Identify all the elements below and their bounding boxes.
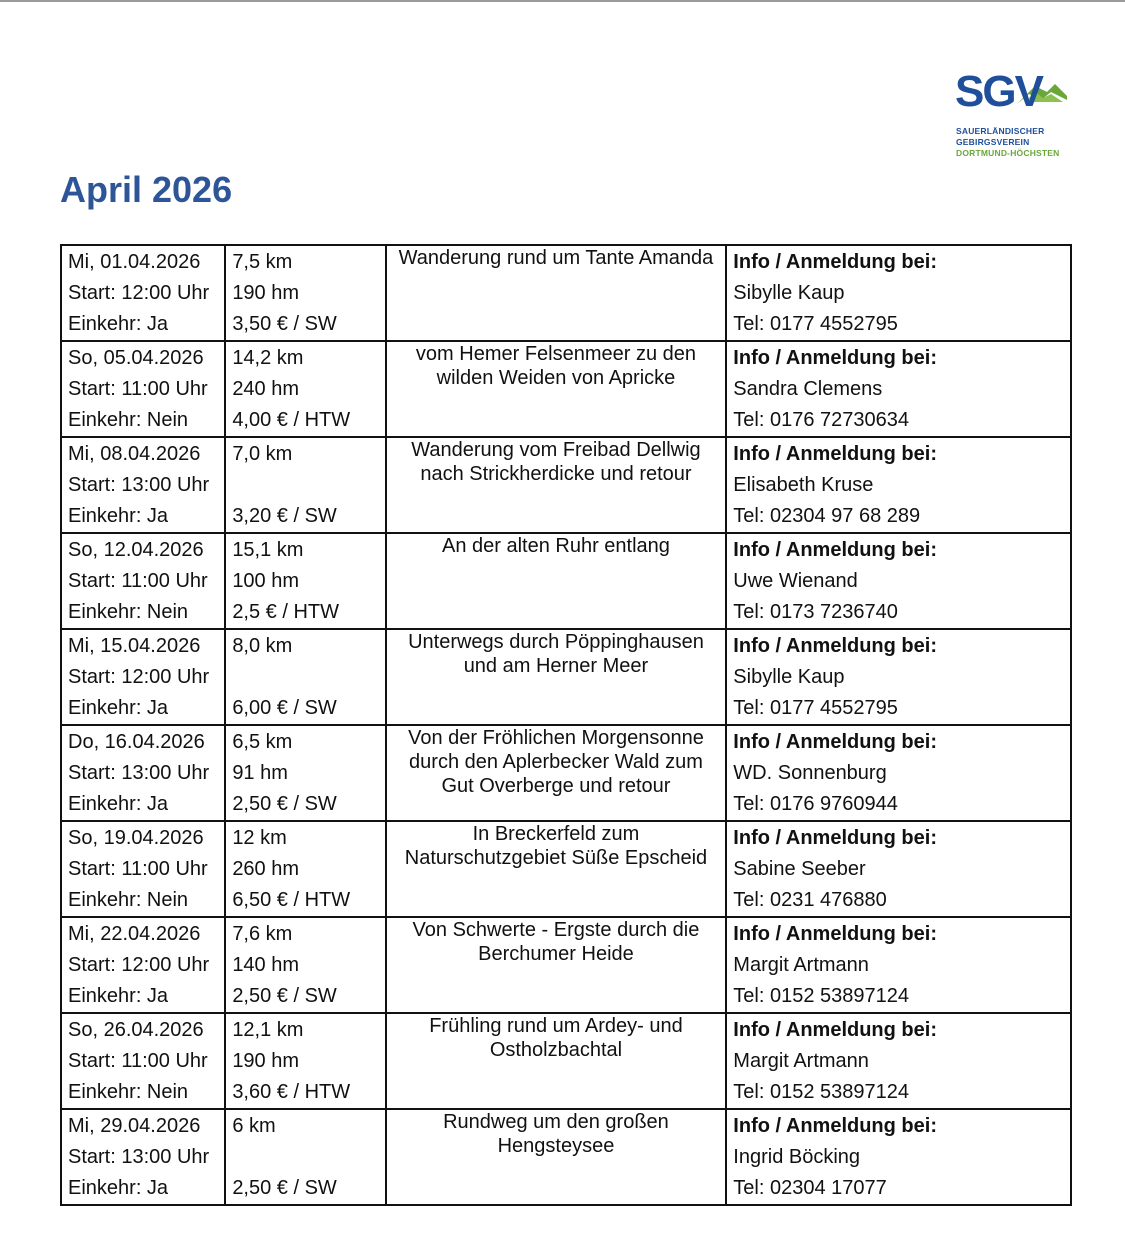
start-time: Start: 12:00 Uhr <box>68 282 210 304</box>
table-row <box>61 821 1071 917</box>
info-label: Info / Anmeldung bei: <box>733 251 937 273</box>
cost-text: 2,50 € / SW <box>232 985 337 1007</box>
date-cell <box>61 1013 225 1109</box>
title-cell <box>386 821 727 917</box>
contact-cell <box>726 437 1071 533</box>
distance-text: 12,1 km <box>232 1019 304 1041</box>
table-row <box>61 1013 1071 1109</box>
table-row <box>61 629 1071 725</box>
info-label: Info / Anmeldung bei: <box>733 443 937 465</box>
contact-phone: Tel: 0152 53897124 <box>733 985 910 1007</box>
sgv-logo <box>950 67 1070 164</box>
elevation-text <box>232 662 384 693</box>
hike-title: Wanderung vom Freibad Dellwig nach Strickherdicke und retour <box>411 439 701 485</box>
contact-phone: Tel: 0177 4552795 <box>733 697 898 719</box>
date-cell <box>61 1109 225 1205</box>
date-cell <box>61 821 225 917</box>
title-cell <box>386 629 727 725</box>
distance-cell <box>225 821 385 917</box>
contact-name: Ingrid Böcking <box>733 1146 861 1168</box>
distance-text: 7,0 km <box>232 443 293 465</box>
distance-cell <box>225 437 385 533</box>
date-text: So, 19.04.2026 <box>68 827 204 849</box>
distance-cell <box>225 1013 385 1109</box>
distance-text: 7,6 km <box>232 923 293 945</box>
date-cell <box>61 533 225 629</box>
contact-phone: Tel: 0176 9760944 <box>733 793 898 815</box>
cost-text: 2,50 € / SW <box>232 793 337 815</box>
einkehr-text: Einkehr: Ja <box>68 505 169 527</box>
table-row <box>61 725 1071 821</box>
elevation-text: 190 hm <box>232 282 300 304</box>
date-text: Do, 16.04.2026 <box>68 731 205 753</box>
start-time: Start: 13:00 Uhr <box>68 762 210 784</box>
contact-phone: Tel: 0177 4552795 <box>733 313 898 335</box>
distance-cell <box>225 629 385 725</box>
info-label: Info / Anmeldung bei: <box>733 347 937 369</box>
info-label: Info / Anmeldung bei: <box>733 1019 937 1041</box>
info-label: Info / Anmeldung bei: <box>733 827 937 849</box>
contact-phone: Tel: 0231 476880 <box>733 889 887 911</box>
table-row <box>61 245 1071 341</box>
einkehr-text: Einkehr: Ja <box>68 697 169 719</box>
contact-phone: Tel: 0173 7236740 <box>733 601 898 623</box>
distance-text: 8,0 km <box>232 635 293 657</box>
cost-text: 3,60 € / HTW <box>232 1081 351 1103</box>
logo-line-2: GEBIRGSVEREIN <box>956 137 1030 147</box>
table-row <box>61 1109 1071 1205</box>
contact-name: Uwe Wienand <box>733 570 858 592</box>
contact-name: Elisabeth Kruse <box>733 474 874 496</box>
title-cell <box>386 245 727 341</box>
contact-cell <box>726 1109 1071 1205</box>
date-text: So, 05.04.2026 <box>68 347 204 369</box>
date-text: Mi, 01.04.2026 <box>68 251 201 273</box>
date-text: Mi, 22.04.2026 <box>68 923 201 945</box>
contact-cell <box>726 917 1071 1013</box>
start-time: Start: 11:00 Uhr <box>68 1050 208 1072</box>
hike-title: Frühling rund um Ardey- und Ostholzbachtal <box>429 1015 683 1061</box>
elevation-text <box>232 1142 384 1173</box>
distance-text: 12 km <box>232 827 287 849</box>
distance-cell <box>225 725 385 821</box>
contact-cell <box>726 821 1071 917</box>
elevation-text: 100 hm <box>232 570 300 592</box>
logo-line-1: SAUERLÄNDISCHER <box>956 126 1045 136</box>
page-title: April 2026 <box>60 169 233 210</box>
elevation-text: 140 hm <box>232 954 300 976</box>
logo-abbreviation: SGV <box>955 67 1042 116</box>
date-cell <box>61 437 225 533</box>
start-time: Start: 12:00 Uhr <box>68 954 210 976</box>
info-label: Info / Anmeldung bei: <box>733 731 937 753</box>
contact-phone: Tel: 0152 53897124 <box>733 1081 910 1103</box>
date-text: Mi, 15.04.2026 <box>68 635 201 657</box>
contact-name: Margit Artmann <box>733 1050 869 1072</box>
distance-cell <box>225 245 385 341</box>
schedule-body <box>61 245 1071 1205</box>
start-time: Start: 11:00 Uhr <box>68 858 208 880</box>
hike-title: vom Hemer Felsenmeer zu den wilden Weiden von Apricke <box>415 343 697 389</box>
einkehr-text: Einkehr: Nein <box>68 601 189 623</box>
cost-text: 4,00 € / HTW <box>232 409 351 431</box>
contact-name: WD. Sonnenburg <box>733 762 887 784</box>
date-cell <box>61 341 225 437</box>
start-time: Start: 11:00 Uhr <box>68 570 208 592</box>
table-row <box>61 341 1071 437</box>
contact-name: Sibylle Kaup <box>733 666 845 688</box>
title-cell <box>386 437 727 533</box>
distance-text: 6 km <box>232 1115 276 1137</box>
start-time: Start: 13:00 Uhr <box>68 1146 210 1168</box>
title-cell <box>386 725 727 821</box>
info-label: Info / Anmeldung bei: <box>733 1115 937 1137</box>
date-text: Mi, 08.04.2026 <box>68 443 201 465</box>
cost-text: 3,20 € / SW <box>232 505 337 527</box>
info-label: Info / Anmeldung bei: <box>733 635 937 657</box>
hike-title: An der alten Ruhr entlang <box>441 535 670 557</box>
date-cell <box>61 917 225 1013</box>
cost-text: 2,50 € / SW <box>232 1177 337 1199</box>
contact-name: Sibylle Kaup <box>733 282 845 304</box>
date-cell <box>61 725 225 821</box>
title-cell <box>386 533 727 629</box>
einkehr-text: Einkehr: Nein <box>68 1081 189 1103</box>
elevation-text: 260 hm <box>232 858 300 880</box>
start-time: Start: 11:00 Uhr <box>68 378 208 400</box>
cost-text: 6,00 € / SW <box>232 697 337 719</box>
contact-name: Sandra Clemens <box>733 378 883 400</box>
date-cell <box>61 629 225 725</box>
einkehr-text: Einkehr: Nein <box>68 409 189 431</box>
info-label: Info / Anmeldung bei: <box>733 923 937 945</box>
distance-cell <box>225 533 385 629</box>
date-text: So, 26.04.2026 <box>68 1019 204 1041</box>
date-text: Mi, 29.04.2026 <box>68 1115 201 1137</box>
title-cell <box>386 1109 727 1205</box>
table-row <box>61 533 1071 629</box>
contact-name: Sabine Seeber <box>733 858 866 880</box>
logo-line-3: DORTMUND-HÖCHSTEN <box>956 148 1060 158</box>
elevation-text: 240 hm <box>232 378 300 400</box>
hike-title: Von der Fröhlichen Morgensonne durch den Aplerbecker Wald zum Gut Overberge und retour <box>408 727 704 797</box>
hike-title: In Breckerfeld zum Naturschutzgebiet Süße Epscheid <box>404 823 708 869</box>
date-text: So, 12.04.2026 <box>68 539 204 561</box>
info-label: Info / Anmeldung bei: <box>733 539 937 561</box>
title-cell <box>386 917 727 1013</box>
einkehr-text: Einkehr: Ja <box>68 985 169 1007</box>
contact-cell <box>726 341 1071 437</box>
start-time: Start: 12:00 Uhr <box>68 666 210 688</box>
distance-cell <box>225 917 385 1013</box>
contact-cell <box>726 1013 1071 1109</box>
contact-cell <box>726 725 1071 821</box>
distance-text: 14,2 km <box>232 347 304 369</box>
title-cell <box>386 341 727 437</box>
elevation-text: 91 hm <box>232 762 288 784</box>
cost-text: 6,50 € / HTW <box>232 889 351 911</box>
elevation-text: 190 hm <box>232 1050 300 1072</box>
einkehr-text: Einkehr: Ja <box>68 793 169 815</box>
einkehr-text: Einkehr: Ja <box>68 1177 169 1199</box>
start-time: Start: 13:00 Uhr <box>68 474 210 496</box>
contact-cell <box>726 533 1071 629</box>
distance-text: 7,5 km <box>232 251 293 273</box>
distance-text: 15,1 km <box>232 539 304 561</box>
date-cell <box>61 245 225 341</box>
einkehr-text: Einkehr: Nein <box>68 889 189 911</box>
contact-name: Margit Artmann <box>733 954 869 976</box>
contact-cell <box>726 629 1071 725</box>
hike-title: Rundweg um den großen Hengsteysee <box>443 1111 669 1157</box>
distance-cell <box>225 341 385 437</box>
hike-schedule-table <box>60 244 1072 1206</box>
hike-title: Wanderung rund um Tante Amanda <box>398 247 714 269</box>
contact-cell <box>726 245 1071 341</box>
cost-text: 3,50 € / SW <box>232 313 337 335</box>
einkehr-text: Einkehr: Ja <box>68 313 169 335</box>
hike-title: Unterwegs durch Pöppinghausen und am Herner Meer <box>408 631 704 677</box>
hike-title: Von Schwerte - Ergste durch die Berchumer Heide <box>412 919 700 965</box>
contact-phone: Tel: 02304 97 68 289 <box>733 505 921 527</box>
distance-cell <box>225 1109 385 1205</box>
table-row <box>61 437 1071 533</box>
elevation-text <box>232 470 384 501</box>
table-row <box>61 917 1071 1013</box>
contact-phone: Tel: 02304 17077 <box>733 1177 887 1199</box>
distance-text: 6,5 km <box>232 731 293 753</box>
top-rule <box>0 0 1125 2</box>
title-cell <box>386 1013 727 1109</box>
cost-text: 2,5 € / HTW <box>232 601 340 623</box>
contact-phone: Tel: 0176 72730634 <box>733 409 910 431</box>
